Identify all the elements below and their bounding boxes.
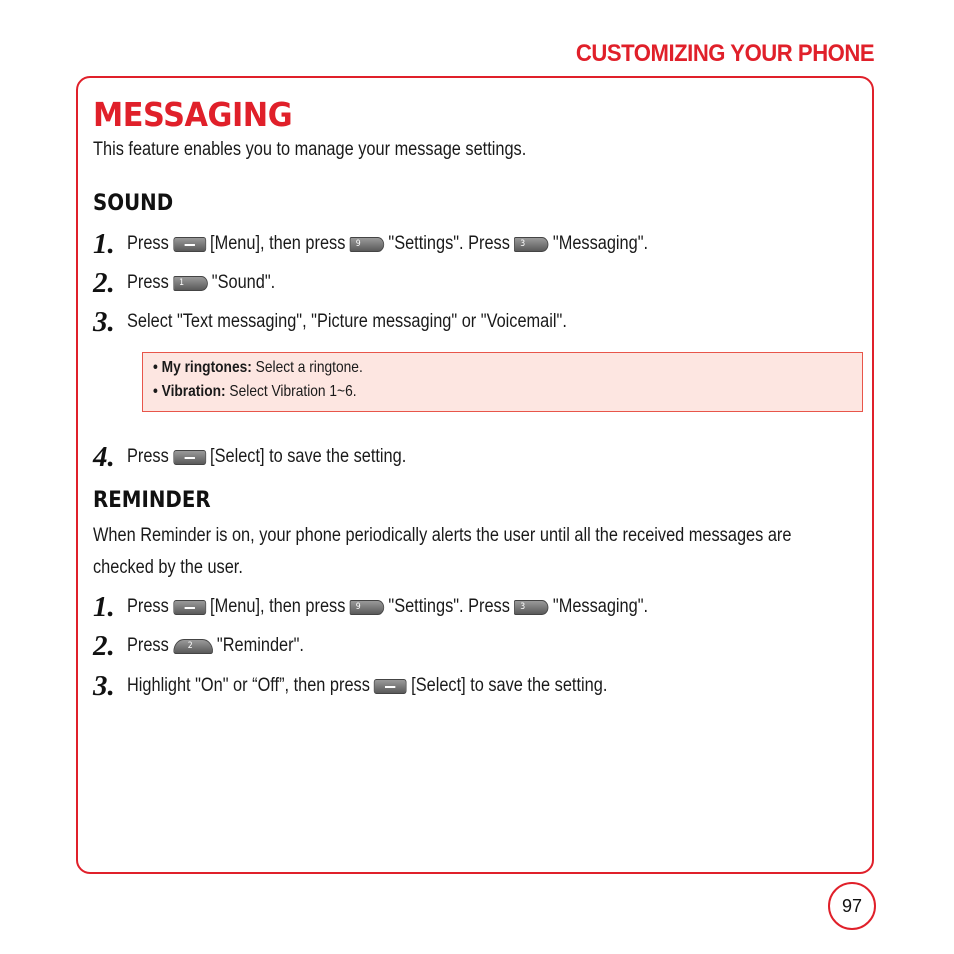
step-text: "Messaging". (552, 233, 649, 254)
step-text: Press (127, 272, 169, 293)
step-number: 4. (93, 440, 115, 473)
left-soft-key-icon (173, 600, 206, 615)
key-3-icon: 3 (514, 237, 548, 252)
step-text: Highlight "On" or “Off”, then press (127, 675, 370, 696)
page-number: 97 (828, 882, 876, 930)
sound-step-3 (93, 307, 638, 337)
left-soft-key-icon (374, 679, 407, 694)
reminder-step-1 (93, 592, 733, 622)
sound-step-1 (93, 229, 733, 259)
page-title: MESSAGING (93, 95, 293, 134)
sound-options-box (142, 352, 863, 412)
step-number: 2. (93, 629, 115, 662)
sound-step-4 (93, 442, 452, 472)
step-number: 3. (93, 669, 115, 702)
key-9-icon: 9 (350, 237, 384, 252)
step-text: "Messaging". (552, 596, 649, 617)
option-desc: Select Vibration 1~6. (229, 383, 357, 400)
step-number: 1. (93, 227, 115, 260)
step-text: Press (127, 596, 169, 617)
option-vibration (153, 383, 357, 401)
key-1-icon: 1 (173, 276, 207, 291)
step-text: Select "Text messaging", "Picture messaging" or "Voicemail". (127, 311, 567, 332)
sound-heading: SOUND (93, 191, 174, 216)
step-text: Press (127, 635, 169, 656)
content-frame (76, 76, 874, 874)
reminder-step-3 (93, 671, 686, 701)
reminder-heading: REMINDER (93, 488, 211, 513)
step-text: "Reminder". (216, 635, 304, 656)
option-label: • My ringtones: (153, 359, 252, 376)
step-text: [Select] to save the setting. (411, 675, 608, 696)
section-header: CUSTOMIZING YOUR PHONE (575, 40, 874, 67)
step-text: "Settings". Press (388, 596, 510, 617)
intro-text: This feature enables you to manage your message settings. (93, 139, 527, 160)
key-2-icon: 2 (173, 639, 213, 654)
step-number: 2. (93, 266, 115, 299)
reminder-desc-line2: checked by the user. (93, 557, 243, 578)
step-text: "Sound". (211, 272, 276, 293)
option-my-ringtones (153, 359, 363, 377)
step-number: 1. (93, 590, 115, 623)
option-label: • Vibration: (153, 383, 226, 400)
step-number: 3. (93, 305, 115, 338)
key-3-icon: 3 (514, 600, 548, 615)
left-soft-key-icon (173, 450, 206, 465)
step-text: "Settings". Press (388, 233, 510, 254)
step-text: [Menu], then press (210, 596, 346, 617)
left-soft-key-icon (173, 237, 206, 252)
step-text: Press (127, 446, 169, 467)
step-text: [Select] to save the setting. (210, 446, 407, 467)
option-desc: Select a ringtone. (255, 359, 363, 376)
step-text: Press (127, 233, 169, 254)
step-text: [Menu], then press (210, 233, 346, 254)
sound-step-2 (93, 268, 299, 298)
reminder-step-2 (93, 631, 333, 661)
key-9-icon: 9 (350, 600, 384, 615)
reminder-desc-line1: When Reminder is on, your phone periodically alerts the user until all the received messages are (93, 525, 792, 546)
